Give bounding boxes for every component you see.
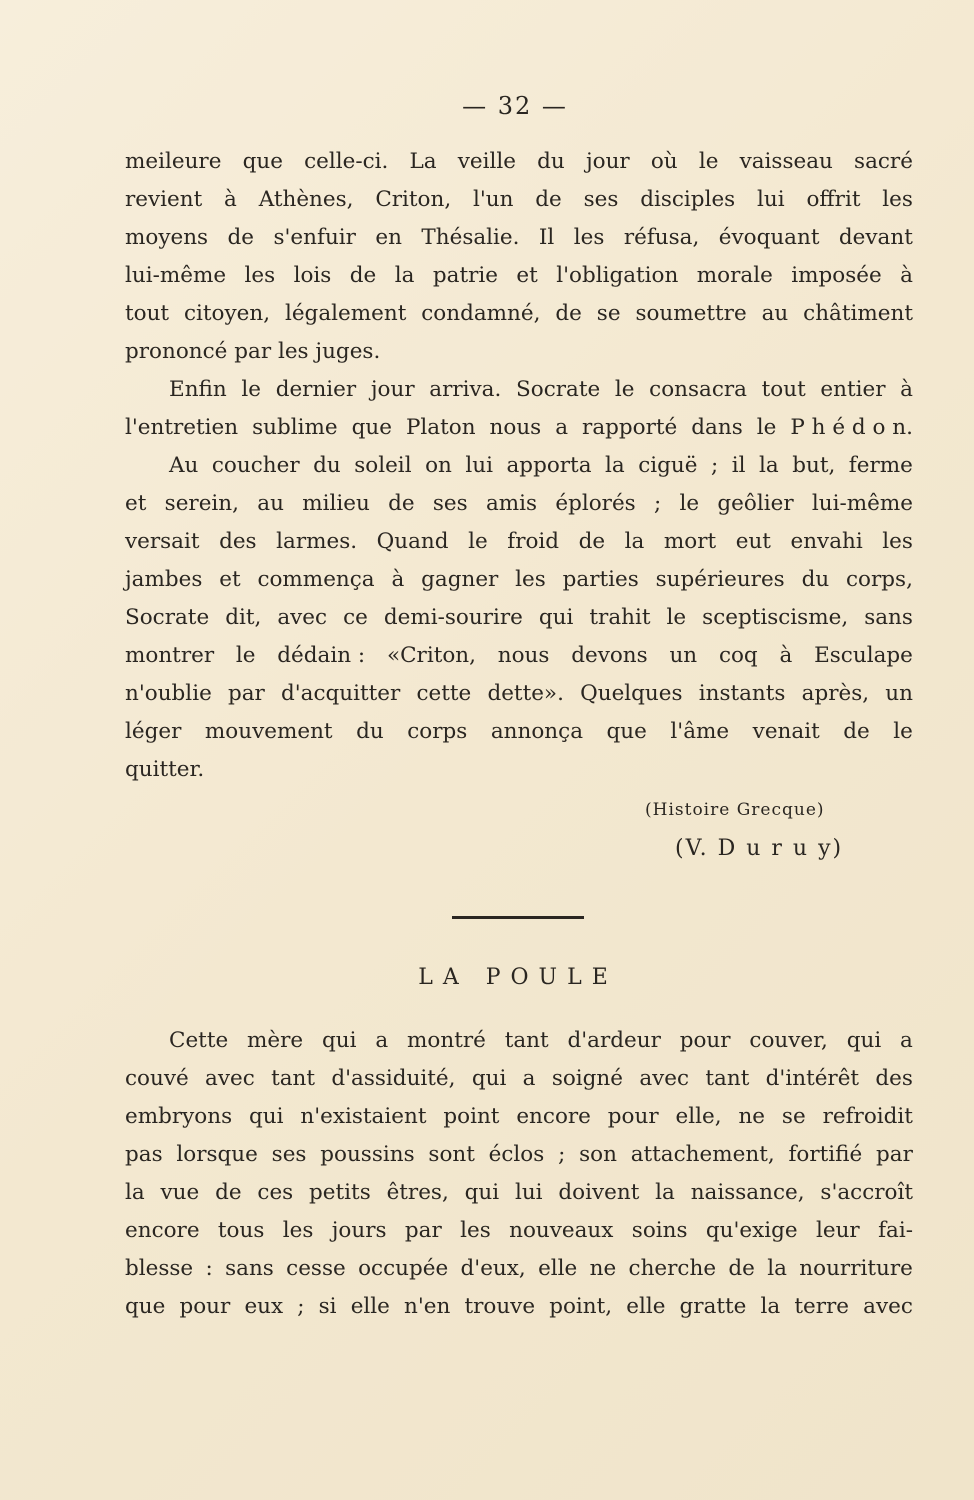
word: jours [331, 1218, 387, 1243]
text-line [125, 751, 913, 789]
word: si [318, 1294, 337, 1319]
word: demi-sourire [383, 605, 523, 630]
word: soins [631, 1218, 688, 1243]
paragraph-la-poule [125, 1022, 913, 1326]
text-line [125, 409, 913, 447]
word: se [781, 1104, 806, 1129]
word: léger [125, 719, 182, 744]
text-line [125, 1060, 913, 1098]
word: ; [710, 453, 719, 478]
word: d'acquitter [281, 681, 401, 706]
word: nous [497, 643, 550, 668]
word: la [125, 1180, 145, 1205]
word: consacra [649, 377, 747, 402]
word: gagner [421, 567, 499, 592]
word: ne [738, 1104, 766, 1129]
word: nouveaux [509, 1218, 614, 1243]
word: Au [169, 453, 199, 478]
word: pour [679, 1028, 731, 1053]
word: Socrate [125, 605, 210, 630]
word: dette». [487, 681, 564, 706]
word: petits [309, 1180, 371, 1205]
word: les [277, 339, 309, 364]
word: la [605, 453, 625, 478]
word: réfusa, [623, 225, 700, 250]
word: trahit [589, 605, 651, 630]
word: vue [160, 1180, 200, 1205]
word: encore [125, 1218, 200, 1243]
word: sans [864, 605, 913, 630]
word: ne [589, 1256, 617, 1281]
word: un [669, 643, 698, 668]
word: poussins [320, 1142, 415, 1167]
word: prononcé [125, 339, 228, 364]
word: geôlier [717, 491, 794, 516]
word: devons [571, 643, 648, 668]
word: par [234, 339, 272, 364]
text-line [125, 1174, 913, 1212]
word: avec [863, 1294, 913, 1319]
word: l'un [473, 187, 514, 212]
word: sont [428, 1142, 475, 1167]
text-line [125, 1250, 913, 1288]
word: morale [696, 263, 773, 288]
text-line [125, 257, 913, 295]
word: disciples [640, 187, 736, 212]
word: corps [407, 719, 468, 744]
text-line [125, 523, 913, 561]
word: froid [507, 529, 560, 554]
word: par [404, 1218, 442, 1243]
word: soumettre [635, 301, 747, 326]
word: sacré [854, 149, 913, 174]
word: du [537, 149, 565, 174]
text-line [125, 371, 913, 409]
word: n'oublie [125, 681, 212, 706]
word: couvé [125, 1066, 189, 1091]
text-line [125, 1098, 913, 1136]
word: Athènes, [258, 187, 354, 212]
word: que [125, 1294, 166, 1319]
word: lorsque [176, 1142, 258, 1167]
word: venait [752, 719, 820, 744]
word: où [650, 149, 678, 174]
word: n'existaient [300, 1104, 427, 1129]
word: commença [257, 567, 375, 592]
word: Esculape [814, 643, 913, 668]
word: évoquant [718, 225, 820, 250]
word: et [125, 491, 147, 516]
word: dit, [225, 605, 262, 630]
word: mouvement [204, 719, 333, 744]
word: mort [663, 529, 717, 554]
text-line [125, 713, 913, 751]
word: doivent [558, 1180, 640, 1205]
word: milieu [302, 491, 370, 516]
word: cette [416, 681, 472, 706]
word: êtres, [386, 1180, 449, 1205]
word: pour [607, 1104, 659, 1129]
word: et [219, 567, 241, 592]
word: patrie [432, 263, 498, 288]
word: a [555, 415, 569, 440]
word: ces [257, 1180, 294, 1205]
word: que [242, 149, 283, 174]
word: les [282, 1218, 314, 1243]
word: du [313, 453, 341, 478]
text-line [125, 1022, 913, 1060]
word: des [875, 1066, 913, 1091]
word: arriva. [429, 377, 502, 402]
word: d'eux, [460, 1256, 526, 1281]
word: légalement [284, 301, 407, 326]
word: le [698, 149, 719, 174]
word: lui [757, 187, 785, 212]
word: jour [370, 377, 415, 402]
word: jambes [125, 567, 203, 592]
word: condamné, [421, 301, 541, 326]
word: P h é d o n. [790, 415, 913, 440]
word: refroidit [822, 1104, 913, 1129]
text-line [125, 219, 913, 257]
word: sublime [252, 415, 338, 440]
word: Enfin [169, 377, 227, 402]
text-line [125, 1212, 913, 1250]
word: les [573, 225, 605, 250]
word: qui [464, 1180, 500, 1205]
word: amis [485, 491, 538, 516]
word: lui [465, 453, 493, 478]
word: tout [761, 377, 806, 402]
word: de [578, 529, 606, 554]
word: point [443, 1104, 500, 1129]
word: entier [820, 377, 886, 402]
word: lois [293, 263, 332, 288]
word: sceptiscisme, [702, 605, 849, 630]
word: jour [585, 149, 630, 174]
word: eut [735, 529, 771, 554]
word: la [655, 1180, 675, 1205]
word: but, [792, 453, 836, 478]
word: parties [562, 567, 639, 592]
word: à [900, 377, 913, 402]
word: cherche [628, 1256, 717, 1281]
word: naissance, [690, 1180, 805, 1205]
word: encore [516, 1104, 591, 1129]
section-divider [452, 916, 584, 919]
word: citoyen, [183, 301, 271, 326]
word: veille [457, 149, 517, 174]
word: trouve [464, 1294, 536, 1319]
word: qu'exige [705, 1218, 798, 1243]
word: d'assiduité, [331, 1066, 456, 1091]
word: châtiment [803, 301, 913, 326]
word: avec [639, 1066, 690, 1091]
word: au [761, 301, 789, 326]
word: tant [504, 1028, 549, 1053]
source-citation: (Histoire Grecque) [645, 800, 825, 820]
word: la [394, 263, 415, 288]
word: dernier [275, 377, 357, 402]
word: à [224, 187, 237, 212]
text-line [125, 1136, 913, 1174]
word: le [893, 719, 913, 744]
word: pour [179, 1294, 231, 1319]
word: a [375, 1028, 389, 1053]
word: serein, [164, 491, 239, 516]
word: rapporté [582, 415, 678, 440]
word: moyens [125, 225, 209, 250]
word: dédain : [277, 643, 366, 668]
word: elle [626, 1294, 666, 1319]
text-line [125, 1288, 913, 1326]
word: du [801, 567, 830, 592]
word: larmes. [276, 529, 358, 554]
word: l'obligation [556, 263, 679, 288]
word: n'en [404, 1294, 451, 1319]
word: qui [322, 1028, 357, 1053]
word: l'âme [670, 719, 730, 744]
word: à [391, 567, 405, 592]
word: s'enfuir [273, 225, 356, 250]
word: le [468, 529, 488, 554]
word: elle [350, 1294, 390, 1319]
word: des [219, 529, 257, 554]
word: a [900, 1028, 913, 1053]
word: ce [343, 605, 368, 630]
word: terre [794, 1294, 850, 1319]
word: lui-même [125, 263, 227, 288]
word: La [409, 149, 437, 174]
word: le [241, 377, 262, 402]
word: soleil [354, 453, 412, 478]
word: vaisseau [739, 149, 833, 174]
word: soigné [551, 1066, 623, 1091]
author-citation: (V. D u r u y) [675, 836, 844, 861]
word: leur [815, 1218, 860, 1243]
word: tout [125, 301, 170, 326]
text-line [125, 447, 913, 485]
word: de [535, 187, 562, 212]
word: s'accroît [820, 1180, 913, 1205]
word: avec [277, 605, 328, 630]
word: Cette [169, 1028, 229, 1053]
word: qui [538, 605, 574, 630]
word: la [767, 1256, 787, 1281]
word: annonça [490, 719, 584, 744]
text-line [125, 333, 913, 371]
word: mère [247, 1028, 304, 1053]
word: et [516, 263, 538, 288]
word: la [760, 1294, 781, 1319]
word: revient [125, 187, 203, 212]
word: gratte [679, 1294, 747, 1319]
word: sans [225, 1256, 274, 1281]
word: à [779, 643, 793, 668]
section-title: LA POULE [418, 965, 618, 990]
word: les [515, 567, 546, 592]
word: montrer [125, 643, 215, 668]
word: tous [217, 1218, 265, 1243]
word: Quand [376, 529, 449, 554]
word: lui-même [811, 491, 913, 516]
word: eux [244, 1294, 284, 1319]
word: apporta [506, 453, 592, 478]
word: les [460, 1218, 491, 1243]
word: éplorés [555, 491, 636, 516]
word: de [555, 301, 582, 326]
word: les [882, 187, 913, 212]
word: celle-ci. [304, 149, 389, 174]
word: ses [432, 491, 468, 516]
word: «Criton, [386, 643, 476, 668]
word: juges. [315, 339, 381, 364]
word: ses [583, 187, 619, 212]
word: fortifié [788, 1142, 863, 1167]
word: ciguë [638, 453, 698, 478]
word: cesse [286, 1256, 346, 1281]
word: corps, [846, 567, 913, 592]
word: au [257, 491, 284, 516]
word: coucher [211, 453, 300, 478]
text-line [125, 637, 913, 675]
word: offrit [806, 187, 861, 212]
text-line [125, 561, 913, 599]
word: envahi [790, 529, 863, 554]
word: a [522, 1066, 536, 1091]
word: elle [538, 1256, 578, 1281]
word: point, [549, 1294, 613, 1319]
word: de [215, 1180, 242, 1205]
word: attachement, [630, 1142, 775, 1167]
word: les [244, 263, 276, 288]
word: d'ardeur [567, 1028, 661, 1053]
word: Quelques [580, 681, 683, 706]
word: de [388, 491, 415, 516]
word: pas [125, 1142, 163, 1167]
word: instants [698, 681, 786, 706]
word: en [375, 225, 402, 250]
word: d'intérêt [765, 1066, 860, 1091]
text-line [125, 485, 913, 523]
word: occupée [358, 1256, 449, 1281]
word: qui [249, 1104, 284, 1129]
word: ; [297, 1294, 305, 1319]
word: un [885, 681, 913, 706]
word: la [624, 529, 645, 554]
word: le [679, 491, 700, 516]
word: par [876, 1142, 913, 1167]
word: ; [653, 491, 662, 516]
word: se [596, 301, 621, 326]
word: lui [514, 1180, 543, 1205]
word: Il [538, 225, 555, 250]
word: Thésalie. [421, 225, 520, 250]
word: nous [489, 415, 542, 440]
word: qui [846, 1028, 882, 1053]
word: on [425, 453, 452, 478]
word: fai- [878, 1218, 913, 1243]
word: qui [471, 1066, 507, 1091]
word: l'entretien [125, 415, 239, 440]
word: les [882, 529, 913, 554]
word: après, [801, 681, 870, 706]
word: de [728, 1256, 755, 1281]
word: avec [205, 1066, 255, 1091]
word: Platon [405, 415, 476, 440]
word: dans [691, 415, 743, 440]
word: blesse [125, 1256, 194, 1281]
text-line [125, 143, 913, 181]
word: meileure [125, 149, 222, 174]
word: de [843, 719, 870, 744]
word: coq [718, 643, 758, 668]
word: : [205, 1256, 213, 1281]
text-line [125, 181, 913, 219]
word: de [349, 263, 377, 288]
word: montré [407, 1028, 486, 1053]
word: que [351, 415, 392, 440]
page-number: — 32 — [462, 92, 568, 120]
word: à [900, 263, 913, 288]
word: devant [838, 225, 913, 250]
text-line [125, 295, 913, 333]
word: ses [271, 1142, 307, 1167]
word: le [666, 605, 687, 630]
word: par [227, 681, 265, 706]
word: le [614, 377, 635, 402]
word: son [579, 1142, 617, 1167]
word: imposée [791, 263, 882, 288]
word: que [606, 719, 647, 744]
word: couver, [749, 1028, 828, 1053]
text-line [125, 675, 913, 713]
word: tant [705, 1066, 750, 1091]
text-line [125, 599, 913, 637]
word: Criton, [375, 187, 452, 212]
word: versait [125, 529, 200, 554]
word: nourriture [799, 1256, 913, 1281]
word: la [759, 453, 779, 478]
word: Socrate [516, 377, 601, 402]
word: tant [271, 1066, 316, 1091]
word: de [227, 225, 255, 250]
word: ; [558, 1142, 566, 1167]
word: supérieures [655, 567, 785, 592]
word: le [235, 643, 256, 668]
word: ferme [848, 453, 913, 478]
word: il [731, 453, 746, 478]
word: elle, [675, 1104, 722, 1129]
word: le [756, 415, 777, 440]
word: quitter. [125, 757, 205, 782]
paragraph-socrates [125, 143, 913, 789]
word: du [356, 719, 384, 744]
word: éclos [488, 1142, 545, 1167]
word: embryons [125, 1104, 233, 1129]
